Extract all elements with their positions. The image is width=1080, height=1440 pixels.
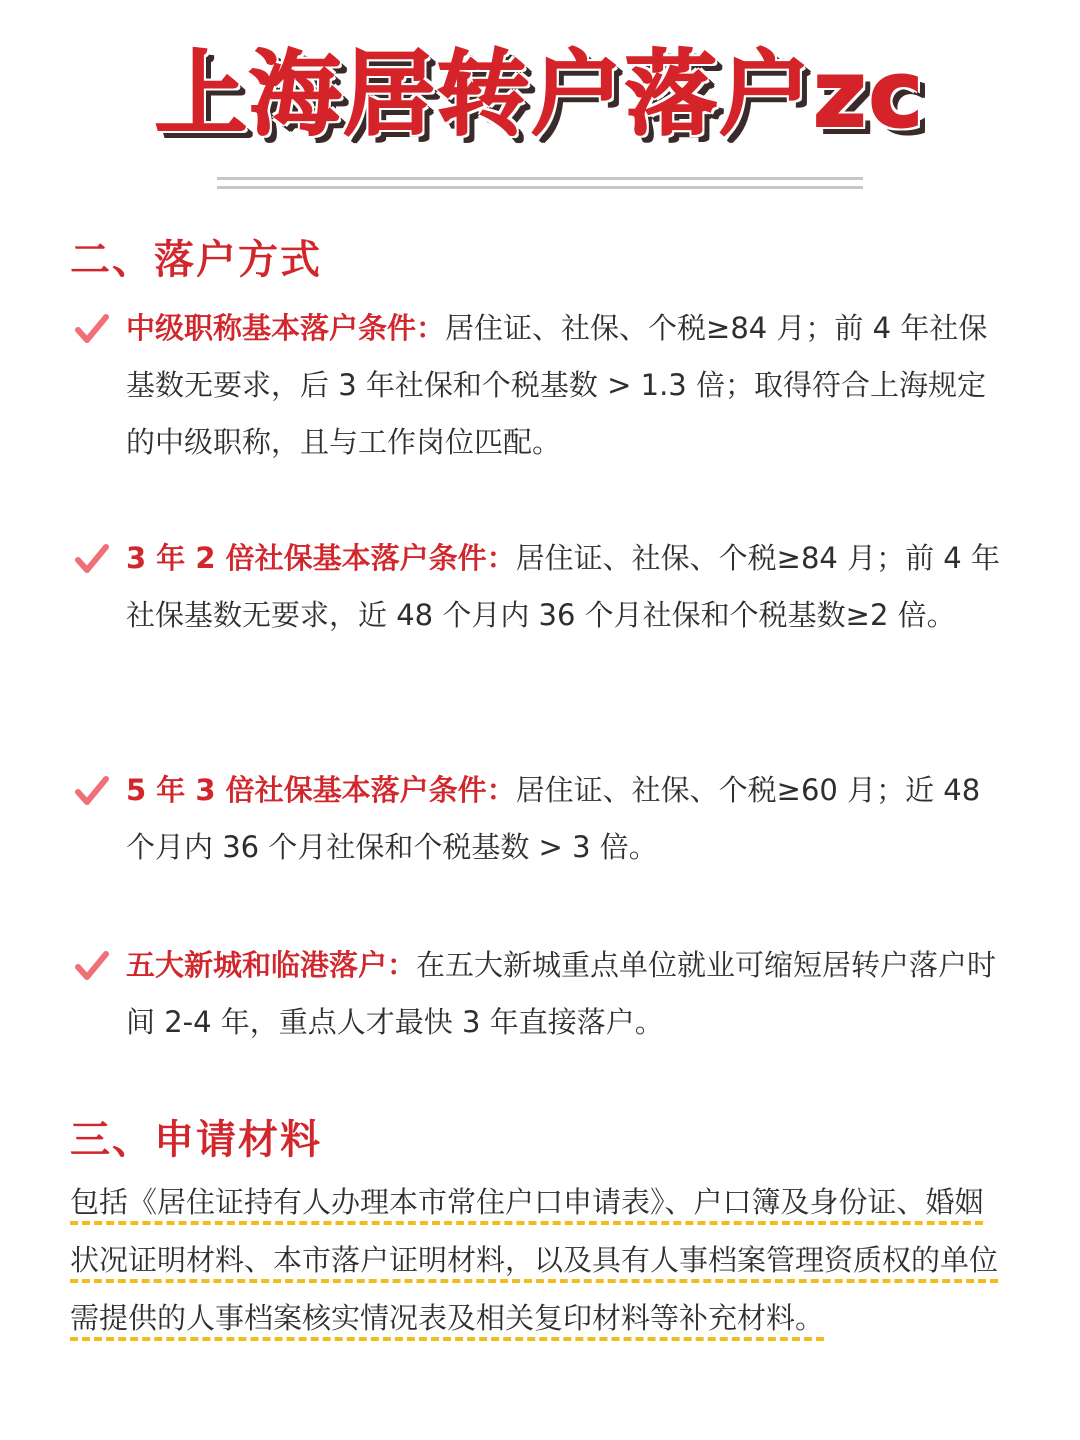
materials-paragraph xyxy=(70,1173,1000,1347)
page-title: 上海居转户落户zc xyxy=(154,41,926,148)
method-item-text xyxy=(126,937,1006,1051)
method-item-body: 在五大新城重点单位就业可缩短居转户落户时间 2-4 年，重点人才最快 3 年直接落户。 xyxy=(126,948,997,1039)
check-icon xyxy=(74,312,110,346)
section-heading-materials: 三、申请材料 xyxy=(70,1117,322,1163)
check-icon xyxy=(74,542,110,576)
method-item-body: 居住证、社保、个税≥84 月；前 4 年社保基数无要求，后 3 年社保和个税基数 > 1.3 倍；取得符合上海规定的中级职称，且与工作岗位匹配。 xyxy=(126,311,988,459)
method-item-label: 3 年 2 倍社保基本落户条件： xyxy=(126,541,516,575)
method-item-body: 居住证、社保、个税≥60 月；近 48 个月内 36 个月社保和个税基数 > 3 倍。 xyxy=(126,773,981,864)
check-icon xyxy=(74,774,110,808)
method-item-label: 五大新城和临港落户： xyxy=(126,948,417,982)
title-divider-top xyxy=(217,177,863,180)
method-item-text xyxy=(126,300,1006,471)
method-item-label: 5 年 3 倍社保基本落户条件： xyxy=(126,773,516,807)
method-item-text xyxy=(126,762,1006,876)
method-item-body: 居住证、社保、个税≥84 月；前 4 年社保基数无要求，近 48 个月内 36 个月社保和个税基数≥2 倍。 xyxy=(126,541,1000,632)
section-heading-methods: 二、落户方式 xyxy=(70,237,322,283)
materials-text: 包括《居住证持有人办理本市常住户口申请表》、户口簿及身份证、婚姻状况证明材料、本市落户证明材料，以及具有人事档案管理资质权的单位需提供的人事档案核实情况表及相关复印材料等补充材料。 xyxy=(70,1185,999,1335)
method-item-text xyxy=(126,530,1006,644)
check-icon xyxy=(74,949,110,983)
title-divider-bottom xyxy=(217,186,863,189)
method-item-label: 中级职称基本落户条件： xyxy=(126,311,446,345)
